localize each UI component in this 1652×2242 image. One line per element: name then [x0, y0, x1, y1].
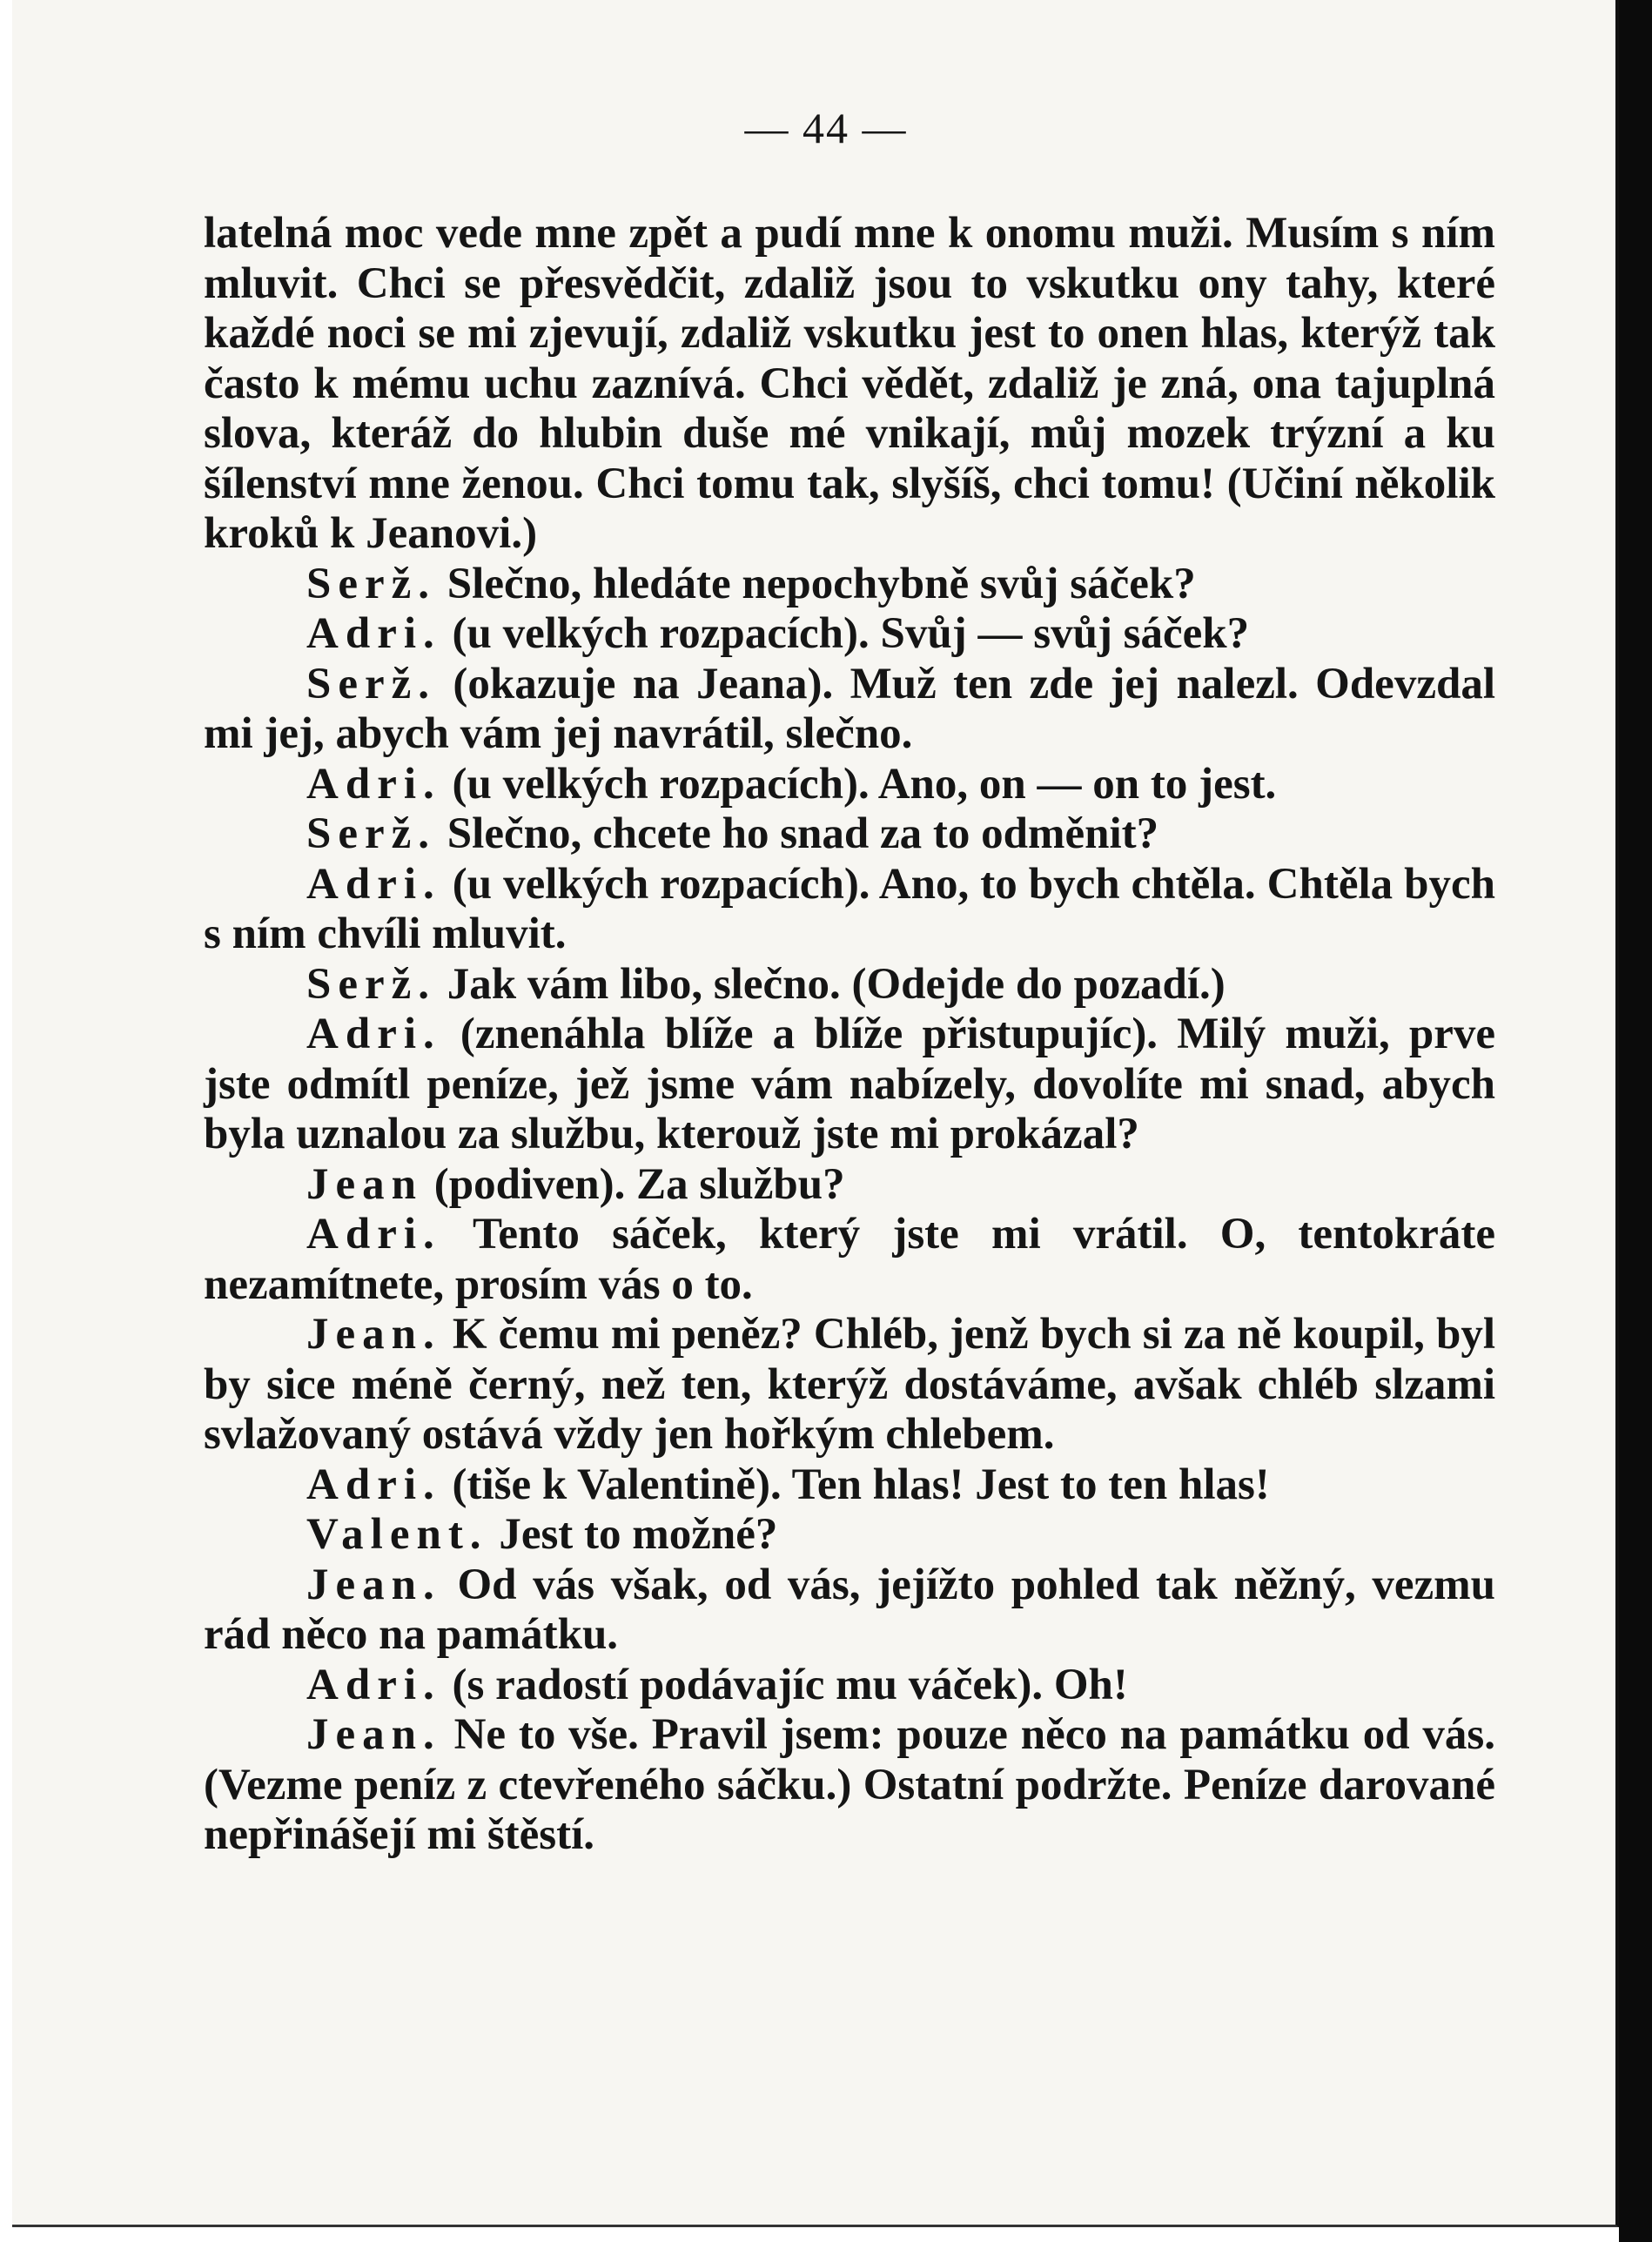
dialogue-line — [204, 660, 1495, 760]
dialogue-line — [204, 1010, 1495, 1160]
dialogue-line — [204, 809, 1495, 860]
speaker: Adri. — [306, 759, 441, 809]
dialogue-line — [204, 560, 1495, 610]
line-text: (znenáhla blíže a blíže přistupujíc). Milý muži, prve jste odmítl peníze, jež jsme vám nabízely, dovolíte mi snad, abych byla uznalou za službu, kterouž jste mi prokázal? — [204, 1010, 1495, 1158]
speaker: Jean. — [306, 1710, 441, 1759]
speaker: Jean. — [306, 1310, 441, 1359]
page-number: — 44 — — [744, 104, 908, 152]
speaker: Adri. — [306, 609, 441, 658]
speaker: Serž. — [306, 559, 437, 608]
paragraph-text: latelná moc vede mne zpět a pudí mne k onomu muži. Musím s ním mluvit. Chci se přesvědčit, zdaliž jsou to vskutku ony tahy, které každé noci se mi zjevují, zdaliž vskutku jest to onen hlas, kterýž tak často k mému uchu zaznívá. Chci vědět, zdaliž je zná, ona tajuplná slova, kteráž do hlubin duše mé vnikají, můj mozek trýzní a ku šílenství mne ženou. Chci tomu tak, slyšíš, chci tomu! (Učiní několik kroků k Jeanovi.) — [204, 209, 1495, 558]
speaker: Adri. — [306, 1460, 441, 1509]
line-text: Od vás však, od vás, jejížto pohled tak něžný, vezmu rád něco na památku. — [204, 1560, 1496, 1659]
line-text: Jak vám libo, slečno. (Odejde do pozadí.) — [447, 959, 1226, 1009]
dialogue-line — [204, 860, 1495, 960]
speaker: Jean. — [306, 1560, 441, 1609]
line-text: Jest to možné? — [499, 1510, 778, 1559]
dialogue-line — [204, 1310, 1495, 1460]
line-text: Ne to vše. Pravil jsem: pouze něco na památku od vás. (Vezme peníz z ctevřeného sáčku.) Ostatní podržte. Peníze darované nepřinášejí mi štěstí. — [204, 1710, 1496, 1859]
speaker: Jean — [306, 1159, 423, 1209]
paragraph — [204, 209, 1495, 560]
dialogue-line — [204, 609, 1495, 660]
speaker: Adri. — [306, 1660, 441, 1709]
dialogue-line — [204, 1661, 1495, 1711]
line-text: (u velkých rozpacích). Ano, on — on to jest. — [452, 759, 1277, 809]
speaker: Adri. — [306, 859, 441, 909]
line-text: (s radostí podávajíc mu váček). Oh! — [452, 1660, 1128, 1709]
line-text: Tento sáček, který jste mi vrátil. O, tentokráte nezamítnete, prosím vás o to. — [204, 1210, 1495, 1309]
dialogue-line — [204, 1210, 1495, 1310]
line-text: (tiše k Valentině). Ten hlas! Jest to ten hlas! — [452, 1460, 1270, 1509]
scan-edge — [1619, 0, 1652, 2242]
speaker: Adri. — [306, 1010, 441, 1058]
dialogue-line — [204, 1510, 1495, 1561]
speaker: Serž. — [306, 809, 437, 858]
line-text: (u velkých rozpacích). Ano, to bych chtěla. Chtěla bych s ním chvíli mluvit. — [204, 859, 1495, 958]
dialogue-line — [204, 1160, 1495, 1211]
dialogue-line — [204, 960, 1495, 1010]
speaker: Serž. — [306, 959, 437, 1009]
dialogue-line — [204, 1561, 1495, 1661]
speaker: Adri. — [306, 1210, 441, 1259]
dialogue-line — [204, 760, 1495, 810]
dialogue-line — [204, 1460, 1495, 1511]
dialogue-line — [204, 1710, 1495, 1861]
line-text: Slečno, hledáte nepochybně svůj sáček? — [447, 559, 1196, 608]
speaker: Serž. — [306, 659, 437, 708]
line-text: Slečno, chcete ho snad za to odměnit? — [447, 809, 1159, 858]
line-text: K čemu mi peněz? Chléb, jenž bych si za ně koupil, byl by sice méně černý, než ten, kterýž dostáváme, avšak chléb slzami svlažovaný ostává vždy jen hořkým chlebem. — [204, 1310, 1496, 1459]
page-text — [204, 209, 1495, 1861]
line-text: (u velkých rozpacích). Svůj — svůj sáček? — [452, 609, 1250, 658]
line-text: (okazuje na Jeana). Muž ten zde jej nalezl. Odevzdal mi jej, abych vám jej navrátil, slečno. — [204, 659, 1495, 758]
speaker: Valent. — [306, 1510, 488, 1559]
line-text: (podiven). Za službu? — [433, 1159, 845, 1209]
